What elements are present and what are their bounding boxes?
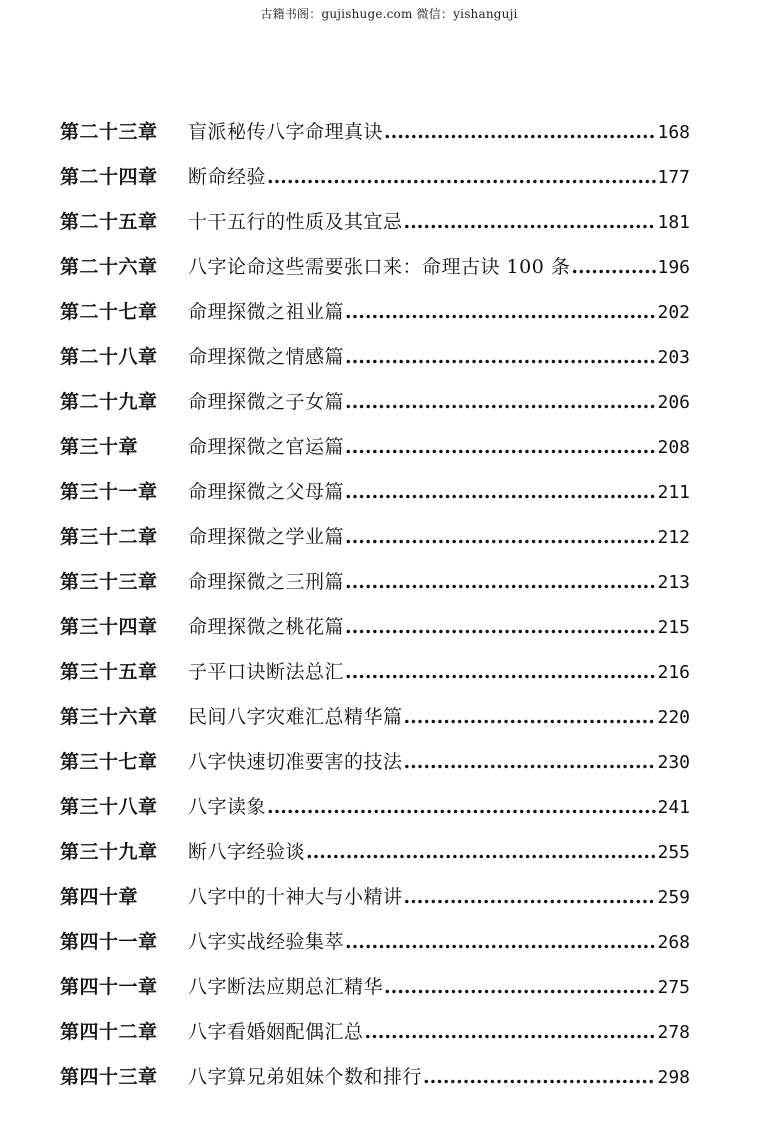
toc-page-number: 213: [657, 572, 690, 593]
toc-chapter-number: 第三十一章: [60, 481, 158, 503]
toc-dot-leader: [345, 657, 656, 687]
toc-entry[interactable]: [60, 792, 690, 837]
toc-chapter-number: 第三十四章: [60, 616, 158, 638]
toc-chapter-number: 第二十八章: [60, 346, 158, 368]
toc-page-number: 278: [657, 1022, 690, 1043]
toc-chapter-number: 第三十二章: [60, 526, 158, 548]
toc-chapter-title: 民间八字灾难汇总精华篇: [188, 706, 403, 728]
toc-entry[interactable]: [60, 657, 690, 702]
toc-dot-leader: [306, 837, 656, 867]
toc-chapter-title: 子平口诀断法总汇: [188, 661, 345, 683]
toc-page-number: 196: [657, 257, 690, 278]
toc-page-number: 181: [657, 212, 690, 233]
toc-dot-leader: [345, 297, 656, 327]
toc-chapter-title: 命理探微之子女篇: [188, 391, 345, 413]
toc-chapter-number: 第二十七章: [60, 301, 158, 323]
toc-dot-leader: [345, 612, 656, 642]
toc-entry[interactable]: [60, 1017, 690, 1062]
toc-entry[interactable]: [60, 1062, 690, 1107]
toc-chapter-title: 盲派秘传八字命理真诀: [188, 121, 384, 143]
toc-dot-leader: [345, 477, 656, 507]
toc-chapter-number: 第二十四章: [60, 166, 158, 188]
toc-chapter-number: 第三十三章: [60, 571, 158, 593]
toc-dot-leader: [345, 567, 656, 597]
toc-chapter-title: 命理探微之祖业篇: [188, 301, 345, 323]
toc-dot-leader: [365, 1017, 657, 1047]
toc-page-number: 255: [657, 842, 690, 863]
toc-chapter-number: 第二十五章: [60, 211, 158, 233]
toc-chapter-number: 第三十五章: [60, 661, 158, 683]
toc-dot-leader: [404, 882, 657, 912]
toc-dot-leader: [345, 432, 656, 462]
toc-page-number: 206: [657, 392, 690, 413]
toc-page-number: 275: [657, 977, 690, 998]
toc-entry[interactable]: [60, 747, 690, 792]
toc-chapter-number: 第二十九章: [60, 391, 158, 413]
toc-entry[interactable]: [60, 342, 690, 387]
toc-entry[interactable]: [60, 702, 690, 747]
toc-entry[interactable]: [60, 837, 690, 882]
toc-entry[interactable]: [60, 252, 690, 297]
toc-chapter-title: 十干五行的性质及其宜忌: [188, 211, 403, 233]
toc-entry[interactable]: [60, 117, 690, 162]
watermark-text: 古籍书阁：gujishuge.com 微信：yishanguji: [260, 7, 518, 21]
toc-dot-leader: [345, 342, 656, 372]
toc-page-number: 215: [657, 617, 690, 638]
toc-entry[interactable]: [60, 972, 690, 1017]
toc-entry[interactable]: [60, 162, 690, 207]
toc-chapter-title: 八字算兄弟姐妹个数和排行: [188, 1066, 423, 1088]
toc-chapter-number: 第四十章: [60, 886, 139, 908]
toc-chapter-number: 第四十一章: [60, 931, 158, 953]
toc-page-number: 259: [657, 887, 690, 908]
toc-dot-leader: [267, 162, 656, 192]
toc-dot-leader: [345, 927, 656, 957]
toc-chapter-title: 命理探微之三刑篇: [188, 571, 345, 593]
toc-dot-leader: [423, 1062, 656, 1092]
toc-chapter-title: 断八字经验谈: [188, 841, 306, 863]
toc-chapter-title: 八字断法应期总汇精华: [188, 976, 384, 998]
toc-chapter-title: 断命经验: [188, 166, 267, 188]
toc-chapter-title: 八字读象: [188, 796, 267, 818]
toc-chapter-number: 第三十六章: [60, 706, 158, 728]
toc-entry[interactable]: [60, 477, 690, 522]
toc-dot-leader: [345, 387, 656, 417]
toc-dot-leader: [404, 702, 657, 732]
toc-entry[interactable]: [60, 927, 690, 972]
toc-chapter-number: 第四十二章: [60, 1021, 158, 1043]
toc-chapter-title: 命理探微之情感篇: [188, 346, 345, 368]
toc-entry[interactable]: [60, 882, 690, 927]
toc-page-number: 211: [657, 482, 690, 503]
toc-page-number: 203: [657, 347, 690, 368]
toc-page-number: 202: [657, 302, 690, 323]
toc-dot-leader: [571, 252, 656, 282]
toc-entry[interactable]: [60, 612, 690, 657]
toc-page-number: 216: [657, 662, 690, 683]
toc-page-number: 241: [657, 797, 690, 818]
toc-page-number: 177: [657, 167, 690, 188]
toc-chapter-title: 命理探微之学业篇: [188, 526, 345, 548]
toc-page-number: 212: [657, 527, 690, 548]
toc-entry[interactable]: [60, 297, 690, 342]
toc-chapter-number: 第二十三章: [60, 121, 158, 143]
toc-chapter-number: 第三十章: [60, 436, 139, 458]
toc-entry[interactable]: [60, 432, 690, 477]
toc-chapter-title: 八字中的十神大与小精讲: [188, 886, 403, 908]
toc-chapter-number: 第二十六章: [60, 256, 158, 278]
toc-entry[interactable]: [60, 387, 690, 432]
toc-entry[interactable]: [60, 207, 690, 252]
table-of-contents: [60, 117, 690, 1107]
toc-dot-leader: [384, 117, 656, 147]
toc-chapter-title: 命理探微之父母篇: [188, 481, 345, 503]
toc-chapter-title: 八字论命这些需要张口来：命理古诀 100 条: [188, 256, 571, 278]
toc-page-number: 220: [657, 707, 690, 728]
toc-entry[interactable]: [60, 567, 690, 612]
toc-dot-leader: [404, 747, 657, 777]
toc-chapter-title: 命理探微之官运篇: [188, 436, 345, 458]
toc-chapter-number: 第四十三章: [60, 1066, 158, 1088]
toc-chapter-title: 八字实战经验集萃: [188, 931, 345, 953]
toc-chapter-number: 第三十九章: [60, 841, 158, 863]
toc-dot-leader: [404, 207, 657, 237]
toc-dot-leader: [267, 792, 656, 822]
toc-dot-leader: [345, 522, 656, 552]
toc-page-number: 168: [657, 122, 690, 143]
toc-page-number: 268: [657, 932, 690, 953]
toc-chapter-number: 第三十七章: [60, 751, 158, 773]
toc-chapter-number: 第四十一章: [60, 976, 158, 998]
toc-chapter-title: 八字看婚姻配偶汇总: [188, 1021, 364, 1043]
toc-page-number: 208: [657, 437, 690, 458]
toc-dot-leader: [384, 972, 656, 1002]
toc-chapter-title: 八字快速切准要害的技法: [188, 751, 403, 773]
toc-page-number: 230: [657, 752, 690, 773]
toc-chapter-title: 命理探微之桃花篇: [188, 616, 345, 638]
toc-page-number: 298: [657, 1067, 690, 1088]
toc-chapter-number: 第三十八章: [60, 796, 158, 818]
toc-entry[interactable]: [60, 522, 690, 567]
